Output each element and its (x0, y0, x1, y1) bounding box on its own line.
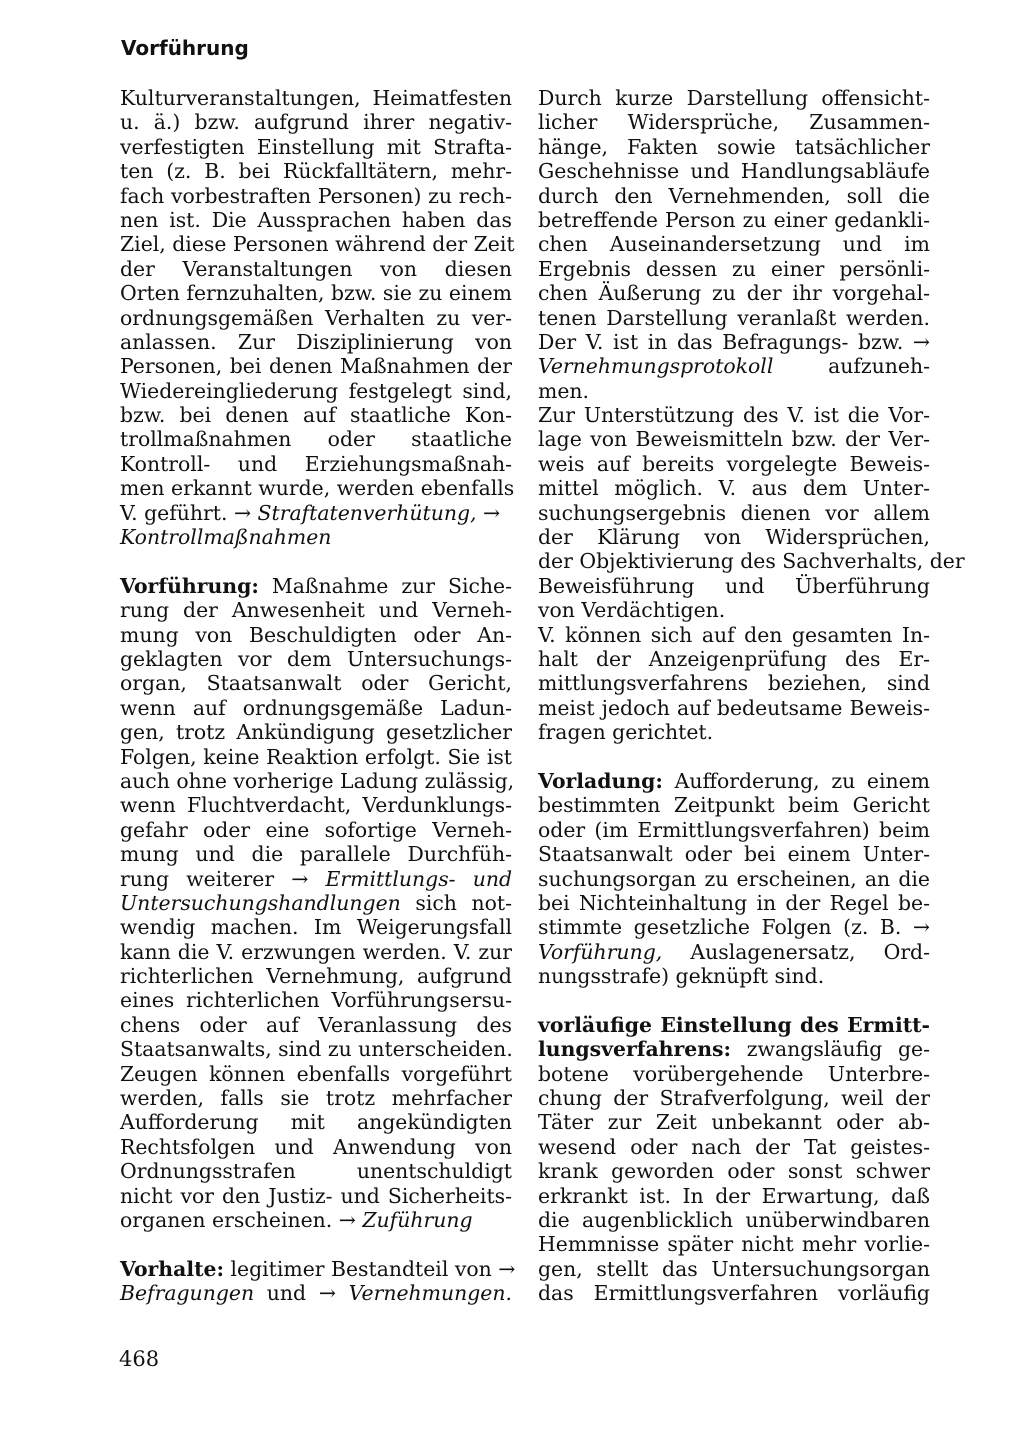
text-line: suchungsorgan zu erscheinen, an die (538, 866, 930, 891)
line-text: Der V. ist in das Befragungs- bzw. (538, 329, 904, 354)
cross-reference-arrow: → (233, 500, 252, 525)
entry-vorhalte-continued (538, 86, 965, 745)
text-line: weis auf bereits vorgelegte Beweis- (538, 451, 930, 476)
text-line: Beweisführung und Überführung (538, 573, 930, 598)
text-line: V. können sich auf den gesamten In- (538, 622, 930, 647)
text-line: durch den Vernehmenden, soll die (538, 183, 930, 208)
text-line: von Verdächtigen. (538, 598, 726, 623)
text-line: Kontroll- und Erziehungsmaßnah- (120, 451, 512, 476)
text-line (120, 501, 512, 525)
text-line: mittel möglich. V. aus dem Unter- (538, 476, 930, 501)
text-line: Rechtsfolgen und Anwendung von (120, 1134, 512, 1159)
cross-reference-arrow: → (912, 329, 930, 354)
cross-reference[interactable]: Untersuchungshandlungen (120, 890, 401, 915)
cross-reference-arrow: → (318, 1281, 336, 1306)
text-line: betreffende Person zu einer gedankli- (538, 207, 930, 232)
left-column (120, 86, 516, 1306)
cross-reference[interactable]: Vorführung, (538, 939, 663, 964)
line-text: zwangsläufig ge- (746, 1037, 930, 1062)
line-text: aufzuneh- (828, 354, 930, 379)
text-line: mung und die parallele Durchfüh- (120, 842, 512, 867)
text-line: men. (538, 378, 590, 403)
text-line: licher Widersprüche, Zusammen- (538, 110, 930, 135)
text-line (120, 1256, 516, 1281)
text-line: lage von Beweismitteln bzw. der Ver- (538, 427, 930, 452)
line-text: legitimer Bestandteil von (230, 1256, 492, 1281)
text-line (120, 1208, 512, 1232)
text-line: mittlungsverfahrens beziehen, sind (538, 671, 930, 696)
line-text: und (266, 1281, 307, 1306)
cross-reference[interactable]: Kontrollmaßnahmen (120, 525, 332, 550)
text-line: Ergebnis dessen zu einer persönli- (538, 256, 930, 281)
text-line: Staatsanwalt oder bei einem Unter- (538, 842, 930, 867)
text-line (120, 574, 512, 598)
text-line: mung von Beschuldigten oder An- (120, 622, 512, 647)
text-line: gefahr oder eine sofortige Verneh- (120, 817, 512, 842)
text-line: tenen Darstellung veranlaßt werden. (538, 305, 930, 330)
right-column (538, 86, 965, 1306)
text-line: hänge, Fakten sowie tatsächlicher (538, 134, 930, 159)
text-line: Wiedereingliederung festgelegt sind, (120, 378, 512, 403)
cross-reference[interactable]: Vernehmungsprotokoll (538, 354, 774, 379)
text-line: gen, stellt das Untersuchungsorgan (538, 1256, 930, 1281)
line-text: sich not- (415, 890, 512, 915)
text-line: suchungsergebnis dienen vor allem (538, 500, 930, 525)
text-line: chung der Strafverfolgung, weil der (538, 1086, 930, 1111)
line-text: rung weiterer (120, 866, 275, 891)
text-line: oder (im Ermittlungsverfahren) beim (538, 817, 930, 842)
text-line: Hemmnisse später nicht mehr vorlie- (538, 1232, 930, 1257)
text-line: chen Auseinandersetzung und im (538, 232, 930, 257)
text-line: gen, trotz Ankündigung gesetzlicher (120, 720, 512, 745)
text-line: krank geworden oder sonst schwer (538, 1159, 930, 1184)
text-line: Zur Unterstützung des V. ist die Vor- (538, 403, 930, 428)
line-text: Aufforderung, zu einem (674, 768, 930, 793)
text-line: wenn Fluchtverdacht, Verdunklungs- (120, 793, 512, 818)
text-line (120, 525, 512, 549)
text-line: werden, falls sie trotz mehrfacher (120, 1086, 512, 1111)
text-line: bei Nichteinhaltung in der Regel be- (538, 890, 930, 915)
cross-reference[interactable]: Befragungen (120, 1281, 255, 1306)
entry-vorhalte (120, 1256, 516, 1306)
cross-reference-arrow: → (291, 866, 309, 891)
continuation-paragraph (120, 86, 515, 550)
text-line: der Veranstaltungen von diesen (120, 256, 512, 281)
text-line: erkrankt ist. In der Erwartung, daß (538, 1183, 930, 1208)
text-line: der Objektivierung des Sachverhalts, der (538, 549, 965, 574)
cross-reference-arrow: → (338, 1207, 356, 1232)
text-line: chen Äußerung zu der ihr vorgehal- (538, 281, 930, 306)
text-line: men erkannt wurde, werden ebenfalls (120, 476, 515, 501)
text-line: ten (z. B. bei Rückfalltätern, mehr- (120, 159, 512, 184)
text-line: chens oder auf Veranlassung des (120, 1012, 512, 1037)
text-line: Geschehnisse und Handlungsabläufe (538, 159, 930, 184)
text-line (538, 915, 930, 939)
text-line (120, 867, 512, 891)
text-line (538, 330, 930, 354)
text-line: Zeugen können ebenfalls vorgeführt (120, 1061, 512, 1086)
text-line: richterlichen Vernehmung, aufgrund (120, 964, 512, 989)
text-line: wendig machen. Im Weigerungsfall (120, 915, 512, 940)
text-line: Staatsanwalts, sind zu unterscheiden. (120, 1037, 513, 1062)
text-line: anlassen. Zur Disziplinierung von (120, 329, 512, 354)
entry-term: vorläufige Einstellung des Ermitt- (538, 1012, 930, 1037)
cross-reference[interactable]: Ermittlungs- und (325, 866, 513, 891)
text-line: trollmaßnahmen oder staatliche (120, 427, 512, 452)
text-line (120, 891, 512, 915)
running-head: Vorführung (121, 36, 249, 60)
text-line (538, 1037, 930, 1061)
text-line: das Ermittlungsverfahren vorläufig (538, 1281, 930, 1306)
text-line: wenn auf ordnungsgemäße Ladun- (120, 695, 512, 720)
entry-vorfuehrung (120, 573, 515, 1233)
text-line: rung der Anwesenheit und Verneh- (120, 598, 512, 623)
text-line (538, 354, 930, 378)
entry-vorladung (538, 769, 930, 989)
text-line: organ, Staatsanwalt oder Gericht, (120, 671, 512, 696)
text-line: Orten fernzuhalten, bzw. sie zu einem (120, 281, 512, 306)
line-text: stimmte gesetzliche Folgen (z. B. (538, 915, 902, 940)
text-line: u. ä.) bzw. aufgrund ihrer negativ- (120, 110, 512, 135)
text-line: die augenblicklich unüberwindbaren (538, 1207, 930, 1232)
text-line (538, 769, 930, 793)
text-line: nen ist. Die Aussprachen haben das (120, 207, 512, 232)
text-line: Ordnungsstrafen unentschuldigt (120, 1159, 512, 1184)
line-text: V. geführt. (120, 500, 228, 525)
entry-term: Vorhalte: (120, 1256, 224, 1281)
cross-reference[interactable]: Vernehmungen. (348, 1281, 512, 1306)
text-line: verfestigten Einstellung mit Strafta- (120, 134, 512, 159)
text-line: Kulturveranstaltungen, Heimatfesten (120, 86, 512, 110)
text-line: der Klärung von Widersprüchen, (538, 525, 930, 550)
cross-reference[interactable]: Straftatenverhütung, (257, 500, 477, 525)
page-number: 468 (119, 1347, 160, 1371)
text-line: fach vorbestraften Personen) zu rech- (120, 183, 512, 208)
text-line: Täter zur Zeit unbekannt oder ab- (538, 1110, 930, 1135)
entry-term: Vorführung: (120, 573, 259, 598)
cross-reference-arrow: → (482, 500, 501, 525)
text-line: Aufforderung mit angekündigten (120, 1110, 512, 1135)
entry-term: Vorladung: (538, 768, 663, 793)
entry-vorlaeufige-einstellung (538, 1013, 930, 1306)
text-line (120, 1281, 512, 1305)
text-line: ordnungsgemäßen Verhalten zu ver- (120, 305, 512, 330)
text-line: meist jedoch auf bedeutsame Beweis- (538, 695, 930, 720)
cross-reference-arrow: → (498, 1256, 516, 1281)
text-line: nungsstrafe) geknüpft sind. (538, 964, 825, 989)
cross-reference-arrow: → (912, 915, 930, 940)
text-line: nicht vor den Justiz- und Sicherheits- (120, 1183, 512, 1208)
line-text: Auslagenersatz, Ord- (690, 939, 931, 964)
text-line: botene vorübergehende Unterbre- (538, 1061, 930, 1086)
text-line: fragen gerichtet. (538, 720, 714, 745)
text-line: wesend oder nach der Tat geistes- (538, 1134, 930, 1159)
text-line: auch ohne vorherige Ladung zulässig, (120, 768, 515, 793)
text-line: bzw. bei denen auf staatliche Kon- (120, 403, 512, 428)
text-line: geklagten vor dem Untersuchungs- (120, 646, 512, 671)
text-line: Personen, bei denen Maßnahmen der (120, 354, 512, 379)
line-text: Maßnahme zur Siche- (271, 573, 512, 598)
text-line: Durch kurze Darstellung offensicht- (538, 86, 930, 110)
text-line (538, 940, 930, 964)
line-text: organen erscheinen. (120, 1207, 333, 1232)
entry-term-continued: lungsverfahrens: (538, 1037, 732, 1062)
cross-reference[interactable]: Zuführung (362, 1207, 473, 1232)
text-line: halt der Anzeigenprüfung des Er- (538, 646, 930, 671)
text-line: eines richterlichen Vorführungsersu- (120, 988, 512, 1013)
text-line: Folgen, keine Reaktion erfolgt. Sie ist (120, 744, 512, 769)
text-line: Ziel, diese Personen während der Zeit (120, 232, 515, 257)
text-line: kann die V. erzwungen werden. V. zur (120, 939, 512, 964)
text-line: bestimmten Zeitpunkt beim Gericht (538, 793, 930, 818)
